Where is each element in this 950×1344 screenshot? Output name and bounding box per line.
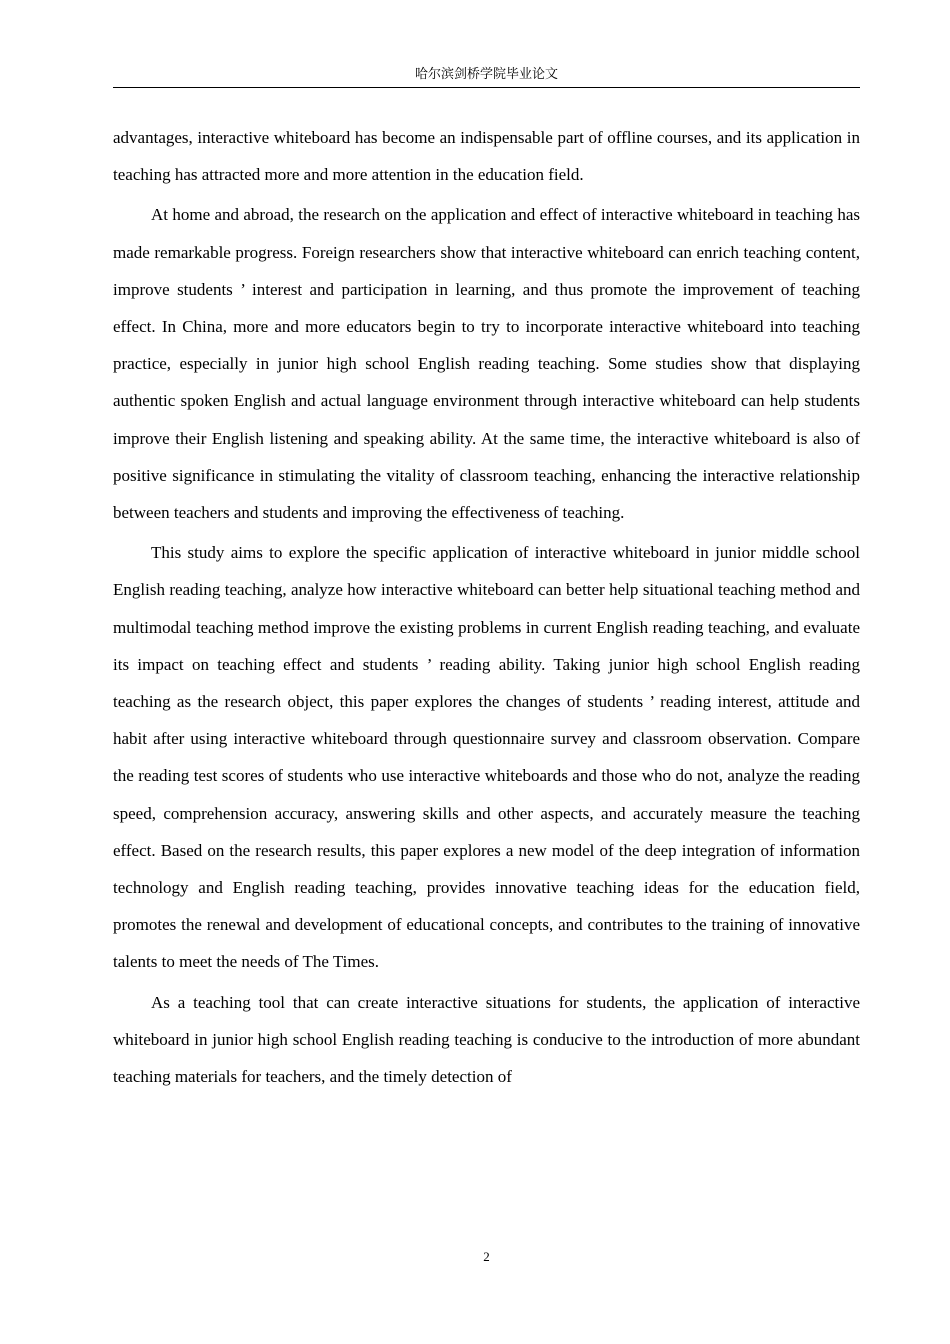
- paragraph-teaching-tool: As a teaching tool that can create interactive situations for students, the application of interactive whiteboard in junior high school English reading teaching is conducive to the introduction of more abundant teaching materials for teachers, and the timely detection of: [113, 992, 860, 1087]
- paragraph-study-aims: This study aims to explore the specific application of interactive whiteboard in junior middle school English reading teaching, analyze how interactive whiteboard can better help situational teaching method and multimodal teaching method improve the existing problems in current English reading teaching, and evaluate its impact on teaching effect and students ’ reading ability. Taking junior high school English reading teaching as the research object, this paper explores the changes of students ’ reading interest, attitude and habit after using interactive whiteboard through questionnaire survey and classroom observation. Compare the reading test scores of students who use interactive whiteboards and those who do not, analyze the reading speed, comprehension accuracy, answering skills and other aspects, and accurately measure the teaching effect. Based on the research results, this paper explores a new model of the deep integration of information technology and English reading teaching, provides innovative teaching ideas for the education field, promotes the renewal and development of educational concepts, and contributes to the training of innovative talents to meet the needs of The Times.: [113, 543, 860, 972]
- running-header: 哈尔滨剑桥学院毕业论文: [414, 67, 558, 82]
- paragraph-continuation: advantages, interactive whiteboard has become an indispensable part of offline courses, and its application in teaching has attracted more and more attention in the education field.: [113, 128, 860, 185]
- page-number: 2: [483, 1249, 490, 1264]
- paragraph-research-status: At home and abroad, the research on the application and effect of interactive whiteboard in teaching has made remarkable progress. Foreign researchers show that interactive whiteboard can enrich teaching content, improve students ’ interest and participation in learning, and thus promote the improvement of teaching effect. In China, more and more educators begin to try to incorporate interactive whiteboard into teaching practice, especially in junior high school English reading teaching. Some studies show that displaying authentic spoken English and actual language environment through interactive whiteboard can help students improve their English listening and speaking ability. At the same time, the interactive whiteboard is also of positive significance in stimulating the vitality of classroom teaching, enhancing the interactive relationship between teachers and students and improving the effectiveness of teaching.: [113, 205, 860, 523]
- body-text: [113, 119, 860, 1095]
- header-rule: [113, 87, 860, 88]
